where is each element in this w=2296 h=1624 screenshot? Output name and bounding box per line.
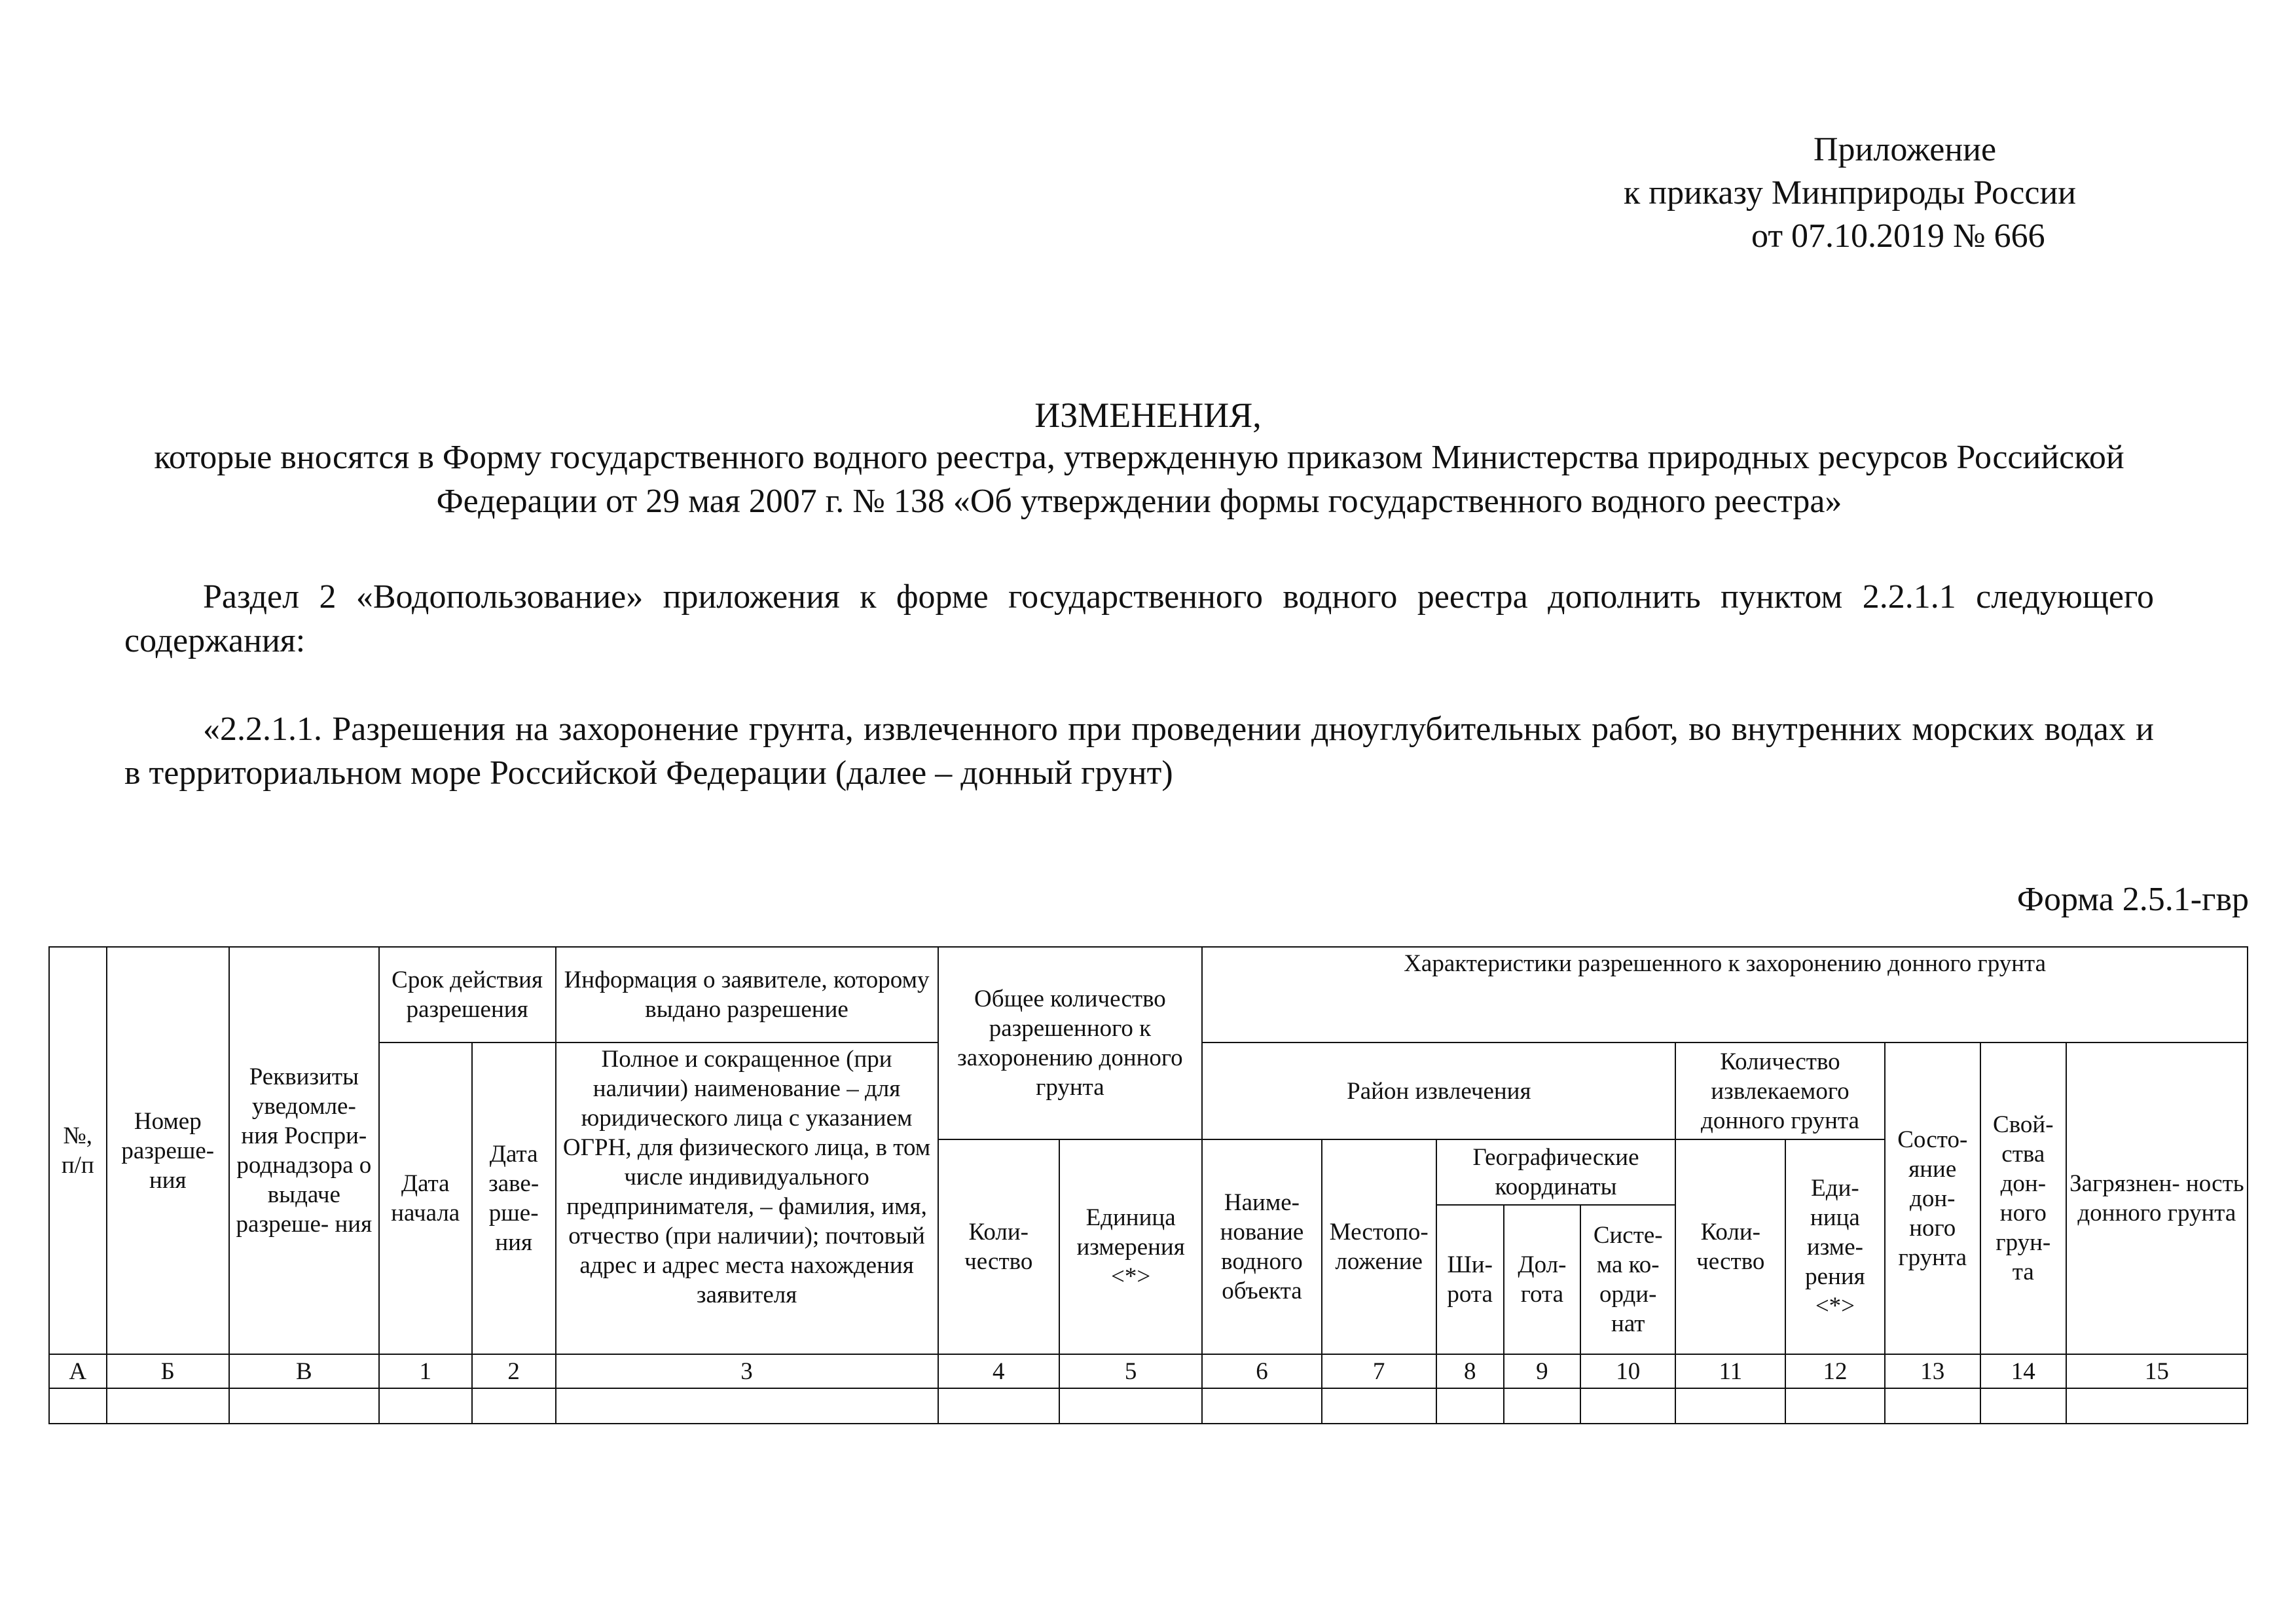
empty-cell — [1980, 1388, 2066, 1424]
group-geo-coordinates: Географические координаты — [1436, 1139, 1676, 1205]
empty-cell — [49, 1388, 107, 1424]
col-start-date: Дата начала — [379, 1043, 472, 1354]
group-applicant-info: Информация о заявителе, которому выдано разрешение — [556, 947, 938, 1043]
col-location: Местопо- ложение — [1322, 1139, 1436, 1354]
appendix-line-3: от 07.10.2019 № 666 — [1751, 217, 2045, 255]
empty-cell — [229, 1388, 379, 1424]
group-extraction-area: Район извлечения — [1202, 1043, 1675, 1139]
col-longitude: Дол- гота — [1504, 1205, 1580, 1354]
index-cell: 13 — [1885, 1354, 1980, 1388]
col-end-date: Дата заве- рше- ния — [472, 1043, 556, 1354]
index-cell: В — [229, 1354, 379, 1388]
index-cell: 5 — [1059, 1354, 1202, 1388]
empty-cell — [379, 1388, 472, 1424]
index-cell: 4 — [938, 1354, 1059, 1388]
index-cell: 9 — [1504, 1354, 1580, 1388]
col-num: №, п/п — [49, 947, 107, 1354]
col-extracted-unit: Еди- ница изме- рения <*> — [1785, 1139, 1884, 1354]
empty-cell — [1504, 1388, 1580, 1424]
empty-cell — [1059, 1388, 1202, 1424]
group-extracted-quantity: Количество извлекаемого донного грунта — [1675, 1043, 1884, 1139]
empty-cell — [1322, 1388, 1436, 1424]
appendix-line-1: Приложение — [1813, 131, 1997, 168]
index-cell: 10 — [1580, 1354, 1675, 1388]
index-cell: 15 — [2066, 1354, 2248, 1388]
empty-cell — [472, 1388, 556, 1424]
col-permit-number: Номер разреше- ния — [107, 947, 229, 1354]
form-label: Форма 2.5.1-гвр — [2016, 881, 2249, 918]
empty-data-row — [49, 1388, 2248, 1424]
col-total-unit: Единица измерения <*> — [1059, 1139, 1202, 1354]
index-cell: 6 — [1202, 1354, 1321, 1388]
index-cell: 3 — [556, 1354, 938, 1388]
register-table — [48, 946, 2248, 1424]
paragraph-section-2: Раздел 2 «Водопользование» приложения к форме государственного водного реестра дополнить пунктом 2.2.1.1 следующего содержания: — [124, 578, 2154, 659]
paragraph-2-2-1-1: «2.2.1.1. Разрешения на захоронение грунта, извлеченного при проведении дноуглубительных работ, во внутренних морских водах и в территориальном море Российской Федерации (далее – донный грунт) — [124, 710, 2154, 792]
col-latitude: Ши- рота — [1436, 1205, 1504, 1354]
col-extracted-quantity: Коли- чество — [1675, 1139, 1785, 1354]
empty-cell — [556, 1388, 938, 1424]
col-notification-details: Реквизиты уведомле- ния Роспри- роднадзора о выдаче разреше- ния — [229, 947, 379, 1354]
index-cell: 2 — [472, 1354, 556, 1388]
index-cell: 8 — [1436, 1354, 1504, 1388]
col-soil-properties: Свой- ства дон- ного грун- та — [1980, 1043, 2066, 1354]
group-total-quantity: Общее количество разрешенного к захоронению донного грунта — [938, 947, 1203, 1139]
col-soil-condition: Состо- яние дон- ного грунта — [1885, 1043, 1980, 1354]
empty-cell — [1785, 1388, 1884, 1424]
empty-cell — [1885, 1388, 1980, 1424]
col-coordinate-system: Систе- ма ко- орди- нат — [1580, 1205, 1675, 1354]
index-cell: 7 — [1322, 1354, 1436, 1388]
document-title: ИЗМЕНЕНИЯ, — [1034, 396, 1262, 435]
empty-cell — [2066, 1388, 2248, 1424]
group-soil-characteristics: Характеристики разрешенного к захоронению донного грунта — [1202, 947, 2248, 1043]
col-soil-contamination: Загрязнен- ность донного грунта — [2066, 1043, 2248, 1354]
index-cell: А — [49, 1354, 107, 1388]
col-total-quantity: Коли- чество — [938, 1139, 1059, 1354]
index-cell: 14 — [1980, 1354, 2066, 1388]
empty-cell — [1202, 1388, 1321, 1424]
appendix-reference — [1571, 128, 2160, 258]
empty-cell — [1436, 1388, 1504, 1424]
index-cell: Б — [107, 1354, 229, 1388]
index-cell: 1 — [379, 1354, 472, 1388]
empty-cell — [107, 1388, 229, 1424]
index-cell: 11 — [1675, 1354, 1785, 1388]
col-applicant-details: Полное и сокращенное (при наличии) наименование – для юридического лица с указанием ОГРН, для физического лица, в том числе индивидуального предпринимателя, – фамилия, имя, отчество (при наличии); почтовый адрес и адрес места нахождения заявителя — [556, 1043, 938, 1354]
appendix-line-2: к приказу Минприроды России — [1624, 174, 2077, 212]
empty-cell — [1675, 1388, 1785, 1424]
column-index-row — [49, 1354, 2248, 1388]
index-cell: 12 — [1785, 1354, 1884, 1388]
empty-cell — [938, 1388, 1059, 1424]
group-validity-period: Срок действия разрешения — [379, 947, 556, 1043]
col-water-body-name: Наиме- нование водного объекта — [1202, 1139, 1321, 1354]
empty-cell — [1580, 1388, 1675, 1424]
document-subtitle: которые вносятся в Форму государственного водного реестра, утвержденную приказом Министерства природных ресурсов Российской Федерации от 29 мая 2007 г. № 138 «Об утверждении формы государственного водного реестра» — [154, 439, 2124, 520]
